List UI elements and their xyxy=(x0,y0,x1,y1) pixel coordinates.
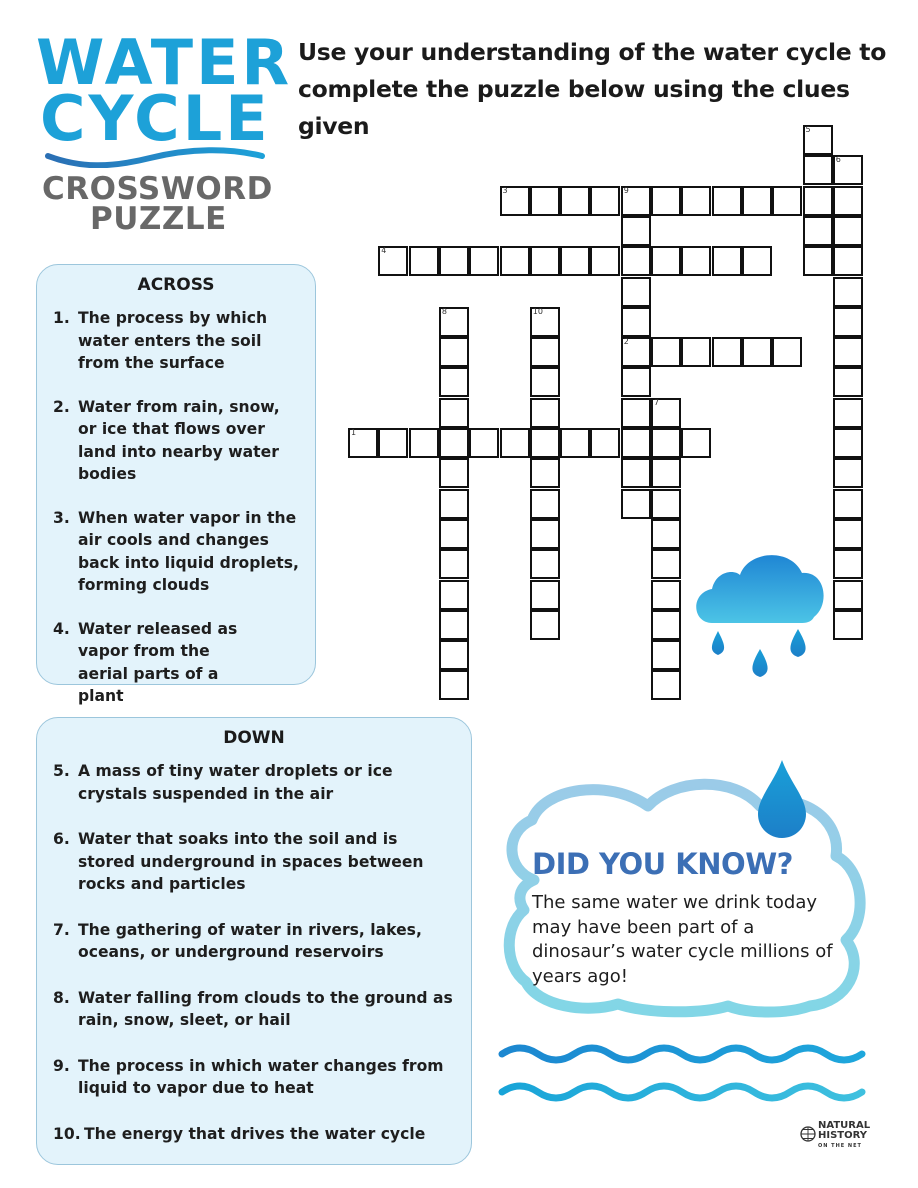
crossword-cell[interactable] xyxy=(560,186,590,216)
crossword-cell[interactable] xyxy=(469,428,499,458)
crossword-cell[interactable] xyxy=(439,519,469,549)
crossword-cell[interactable] xyxy=(378,428,408,458)
crossword-cell-number: 9 xyxy=(623,185,629,195)
crossword-cell[interactable] xyxy=(621,307,651,337)
crossword-cell[interactable] xyxy=(651,670,681,700)
crossword-cell-number: 7 xyxy=(654,397,660,407)
crossword-cell-number: 10 xyxy=(532,306,543,316)
crossword-cell[interactable] xyxy=(651,549,681,579)
clue-number: 2. xyxy=(53,397,70,416)
crossword-cell[interactable] xyxy=(409,428,439,458)
crossword-cell[interactable] xyxy=(621,216,651,246)
crossword-cell[interactable] xyxy=(439,398,469,428)
crossword-cell[interactable] xyxy=(560,246,590,276)
crossword-cell[interactable] xyxy=(439,580,469,610)
crossword-cell-number: 3 xyxy=(502,185,508,195)
crossword-cell[interactable] xyxy=(439,246,469,276)
crossword-cell[interactable] xyxy=(530,610,560,640)
instructions-text: Use your understanding of the water cycle to complete the puzzle below using the clues given xyxy=(298,38,887,140)
crossword-cell[interactable] xyxy=(742,186,772,216)
crossword-cell[interactable] xyxy=(530,398,560,428)
crossword-cell[interactable] xyxy=(439,610,469,640)
clue-text: Water that soaks into the soil and is stored underground in spaces between rocks and particles xyxy=(78,830,424,893)
crossword-cell[interactable] xyxy=(439,337,469,367)
crossword-cell[interactable] xyxy=(833,549,863,579)
fact-text: The same water we drink today may have been part of a dinosaur’s water cycle millions of years ago! xyxy=(532,892,833,987)
title-word-cycle: CYCLE xyxy=(40,82,271,155)
crossword-cell[interactable] xyxy=(500,246,530,276)
crossword-cell[interactable] xyxy=(803,216,833,246)
clue-number: 10. xyxy=(53,1124,81,1143)
crossword-cell[interactable] xyxy=(651,580,681,610)
logo-wordmark xyxy=(818,1121,870,1151)
crossword-cell[interactable] xyxy=(772,186,802,216)
crossword-cell[interactable] xyxy=(681,186,711,216)
crossword-cell-number: 5 xyxy=(805,125,811,134)
crossword-cell[interactable] xyxy=(833,519,863,549)
down-heading: DOWN xyxy=(223,728,285,748)
crossword-cell[interactable] xyxy=(530,519,560,549)
crossword-cell[interactable] xyxy=(833,277,863,307)
crossword-cell[interactable] xyxy=(530,367,560,397)
crossword-cell[interactable] xyxy=(439,428,469,458)
crossword-cell[interactable] xyxy=(621,246,651,276)
crossword-cell[interactable] xyxy=(833,337,863,367)
clue-text: The process by which water enters the soil from the surface xyxy=(78,309,268,372)
crossword-cell[interactable] xyxy=(651,337,681,367)
crossword-cell[interactable] xyxy=(590,246,620,276)
clue-number: 8. xyxy=(53,988,70,1007)
clue-number: 1. xyxy=(53,309,70,327)
water-drop-icon xyxy=(752,758,812,842)
crossword-cell[interactable] xyxy=(772,337,802,367)
crossword-cell[interactable] xyxy=(681,428,711,458)
subtitle-crossword: CROSSWORD xyxy=(42,171,273,207)
crossword-cell[interactable] xyxy=(833,610,863,640)
crossword-cell[interactable] xyxy=(621,277,651,307)
crossword-cell[interactable] xyxy=(651,246,681,276)
clue-text: The gathering of water in rivers, lakes, oceans, or underground reservoirs xyxy=(78,920,422,961)
rain-cloud-icon xyxy=(690,545,830,690)
crossword-cell[interactable] xyxy=(651,458,681,488)
crossword-cell[interactable] xyxy=(712,246,742,276)
crossword-cell[interactable] xyxy=(621,186,651,216)
crossword-cell[interactable] xyxy=(651,398,681,428)
crossword-cell[interactable] xyxy=(742,337,772,367)
clue-text: The process in which water changes from liquid to vapor due to heat xyxy=(78,1056,444,1097)
crossword-cell[interactable] xyxy=(712,337,742,367)
crossword-cell[interactable] xyxy=(712,186,742,216)
clue-text: Water falling from clouds to the ground as rain, snow, sleet, or hail xyxy=(78,988,453,1029)
crossword-cell[interactable] xyxy=(530,246,560,276)
clue-number: 7. xyxy=(53,920,70,939)
crossword-cell[interactable] xyxy=(530,549,560,579)
crossword-cell[interactable] xyxy=(833,246,863,276)
crossword-cell[interactable] xyxy=(560,428,590,458)
crossword-cell[interactable] xyxy=(651,519,681,549)
clue-number: 6. xyxy=(53,830,70,848)
crossword-cell[interactable] xyxy=(833,307,863,337)
crossword-cell[interactable] xyxy=(439,307,469,337)
crossword-cell[interactable] xyxy=(530,489,560,519)
crossword-cell[interactable] xyxy=(833,367,863,397)
crossword-cell[interactable] xyxy=(439,489,469,519)
crossword-cell[interactable] xyxy=(621,398,651,428)
clue-text: A mass of tiny water droplets or ice crystals suspended in the air xyxy=(78,762,393,803)
crossword-cell[interactable] xyxy=(833,458,863,488)
crossword-cell[interactable] xyxy=(833,398,863,428)
crossword-cell[interactable] xyxy=(348,428,378,458)
title-word-water: WATER xyxy=(36,26,293,99)
crossword-cell[interactable] xyxy=(378,246,408,276)
crossword-cell[interactable] xyxy=(833,155,863,185)
crossword-cell[interactable] xyxy=(439,458,469,488)
crossword-cell[interactable] xyxy=(651,640,681,670)
crossword-cell[interactable] xyxy=(681,246,711,276)
crossword-cell[interactable] xyxy=(439,670,469,700)
clue-text: Water released as vapor from the aerial parts of a plant xyxy=(78,619,238,705)
clue-text: When water vapor in the air cools and changes back into liquid droplets, forming clouds xyxy=(78,508,299,594)
crossword-cell[interactable] xyxy=(621,489,651,519)
crossword-cell[interactable] xyxy=(651,610,681,640)
crossword-cell[interactable] xyxy=(439,367,469,397)
clue-number: 5. xyxy=(53,762,70,780)
crossword-cell[interactable] xyxy=(833,186,863,216)
crossword-cell[interactable] xyxy=(651,489,681,519)
clue-number: 4. xyxy=(53,619,70,638)
crossword-cell[interactable] xyxy=(590,428,620,458)
crossword-cell-number: 2 xyxy=(623,337,629,347)
crossword-cell-number: 1 xyxy=(351,428,357,437)
crossword-cell[interactable] xyxy=(530,580,560,610)
crossword-cell[interactable] xyxy=(803,186,833,216)
crossword-cell[interactable] xyxy=(833,580,863,610)
across-heading: ACROSS xyxy=(137,275,215,295)
crossword-cell[interactable] xyxy=(500,186,530,216)
crossword-cell[interactable] xyxy=(530,307,560,337)
fact-heading: DID YOU KNOW? xyxy=(532,847,793,881)
crossword-cell[interactable] xyxy=(409,246,439,276)
crossword-cell[interactable] xyxy=(651,186,681,216)
logo-line-natural: NATURAL xyxy=(818,1120,871,1131)
clue-number: 3. xyxy=(53,508,70,527)
crossword-cell[interactable] xyxy=(742,246,772,276)
crossword-cell[interactable] xyxy=(530,337,560,367)
crossword-cell[interactable] xyxy=(621,337,651,367)
clue-text: The energy that drives the water cycle xyxy=(84,1124,426,1143)
crossword-cell[interactable] xyxy=(621,428,651,458)
crossword-cell[interactable] xyxy=(530,186,560,216)
crossword-cell-number: 8 xyxy=(441,306,447,316)
crossword-cell[interactable] xyxy=(530,458,560,488)
crossword-cell[interactable] xyxy=(621,367,651,397)
clue-text: Water from rain, snow, or ice that flows over land into nearby water bodies xyxy=(78,397,280,483)
crossword-cell[interactable] xyxy=(681,337,711,367)
crossword-cell[interactable] xyxy=(803,155,833,185)
crossword-cell[interactable] xyxy=(803,125,833,155)
crossword-cell[interactable] xyxy=(803,246,833,276)
crossword-cell-number: 6 xyxy=(835,155,841,165)
crossword-cell[interactable] xyxy=(651,428,681,458)
crossword-cell[interactable] xyxy=(500,428,530,458)
crossword-cell[interactable] xyxy=(833,216,863,246)
crossword-cell[interactable] xyxy=(590,186,620,216)
crossword-cell[interactable] xyxy=(833,489,863,519)
clue-number: 9. xyxy=(53,1056,70,1075)
decorative-waves xyxy=(496,1038,876,1112)
crossword-cell-number: 4 xyxy=(381,246,387,256)
globe-icon xyxy=(800,1121,816,1147)
crossword-cell[interactable] xyxy=(833,428,863,458)
crossword-cell[interactable] xyxy=(439,640,469,670)
crossword-cell[interactable] xyxy=(530,428,560,458)
subtitle-puzzle: PUZZLE xyxy=(90,201,227,237)
crossword-cell[interactable] xyxy=(469,246,499,276)
crossword-cell[interactable] xyxy=(621,458,651,488)
logo-line-history: HISTORY xyxy=(818,1130,868,1141)
logo-line-on-the-net: ON THE NET xyxy=(818,1143,862,1149)
crossword-cell[interactable] xyxy=(439,549,469,579)
